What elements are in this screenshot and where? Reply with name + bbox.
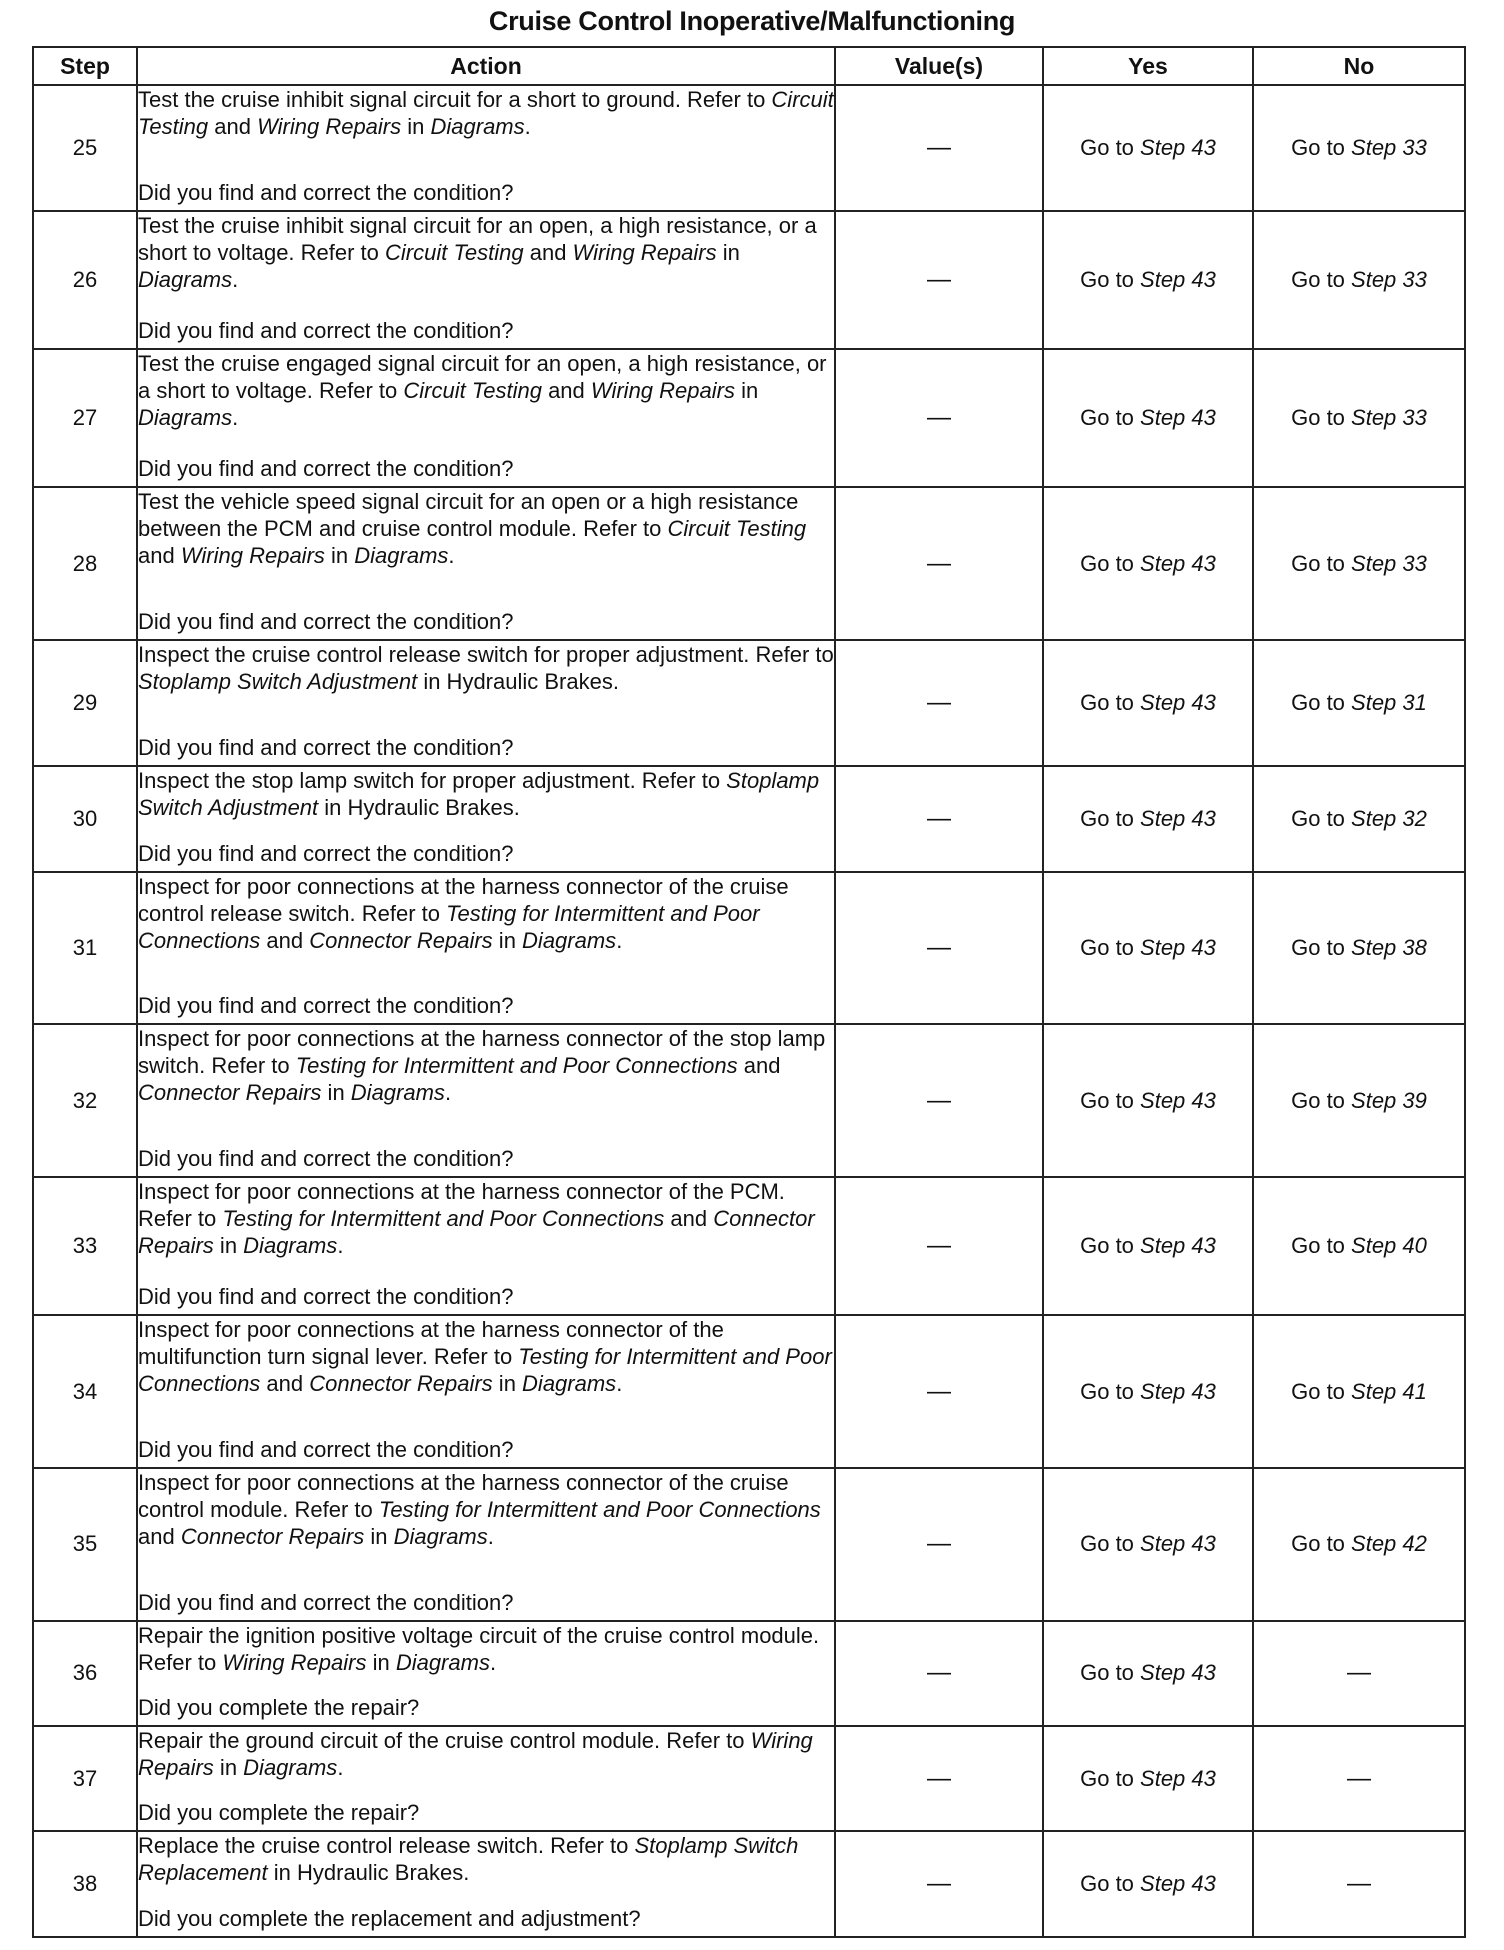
action-content bbox=[138, 641, 834, 765]
goto-text: Go to Step 43 bbox=[1080, 550, 1216, 576]
doc-reference: Circuit Testing bbox=[667, 516, 807, 542]
yes-cell bbox=[1043, 1831, 1253, 1937]
action-text: Inspect the stop lamp switch for proper adjustment. Refer to Stoplamp Switch Adjustment in Hydraulic Brakes. bbox=[138, 768, 820, 821]
goto-text: Go to Step 43 bbox=[1080, 135, 1216, 161]
yes-cell bbox=[1043, 1726, 1253, 1831]
step-number: 27 bbox=[33, 349, 137, 487]
goto-step-link[interactable]: Step 41 bbox=[1351, 1378, 1427, 1404]
goto-text: Go to Step 43 bbox=[1080, 1660, 1216, 1686]
table-row bbox=[33, 640, 1465, 766]
action-cell bbox=[137, 1468, 835, 1621]
table-row bbox=[33, 1315, 1465, 1468]
step-number: 37 bbox=[33, 1726, 137, 1831]
doc-reference: Wiring Repairs bbox=[138, 1728, 813, 1780]
value-cell: — bbox=[835, 487, 1043, 640]
action-question: Did you find and correct the condition? bbox=[138, 609, 514, 635]
goto-step-link[interactable]: Step 42 bbox=[1351, 1531, 1427, 1557]
doc-reference: Testing for Intermittent and Poor Connections bbox=[222, 1205, 665, 1231]
step-number: 34 bbox=[33, 1315, 137, 1468]
goto-step-link[interactable]: Step 33 bbox=[1351, 550, 1427, 576]
doc-reference: Diagrams bbox=[522, 927, 617, 953]
action-content bbox=[138, 1316, 834, 1467]
table-row bbox=[33, 1831, 1465, 1937]
no-cell bbox=[1253, 211, 1465, 349]
no-cell bbox=[1253, 640, 1465, 766]
procedure-table bbox=[32, 46, 1466, 1938]
goto-text: Go to Step 43 bbox=[1080, 1378, 1216, 1404]
goto-step-link[interactable]: Step 43 bbox=[1140, 690, 1216, 716]
doc-reference: Wiring Repairs bbox=[257, 114, 402, 139]
yes-cell bbox=[1043, 766, 1253, 871]
action-content bbox=[138, 1469, 834, 1620]
no-cell bbox=[1253, 349, 1465, 487]
value-cell: — bbox=[835, 872, 1043, 1025]
goto-step-link[interactable]: Step 31 bbox=[1351, 690, 1427, 716]
action-cell bbox=[137, 1177, 835, 1315]
table-row bbox=[33, 1726, 1465, 1831]
goto-text: Go to Step 39 bbox=[1291, 1087, 1427, 1113]
doc-reference: Connector Repairs bbox=[309, 927, 493, 953]
no-cell bbox=[1253, 1468, 1465, 1621]
doc-reference: Diagrams bbox=[522, 1371, 617, 1397]
doc-reference: Testing for Intermittent and Poor Connections bbox=[138, 900, 760, 953]
goto-step-link[interactable]: Step 43 bbox=[1140, 405, 1216, 431]
yes-cell bbox=[1043, 487, 1253, 640]
action-text: Test the cruise inhibit signal circuit for an open, a high resistance, or a short to voltage. Refer to Circuit Testing and Wiring Repairs in Diagrams. bbox=[138, 213, 817, 293]
value-cell: — bbox=[835, 766, 1043, 871]
value-cell: — bbox=[835, 1468, 1043, 1621]
table-row bbox=[33, 1621, 1465, 1726]
doc-reference: Connector Repairs bbox=[180, 1523, 365, 1549]
step-number: 25 bbox=[33, 85, 137, 211]
goto-step-link[interactable]: Step 33 bbox=[1351, 267, 1427, 293]
action-content bbox=[138, 767, 834, 870]
no-cell bbox=[1253, 1024, 1465, 1177]
header-action: Action bbox=[137, 47, 835, 85]
goto-text: Go to Step 38 bbox=[1291, 934, 1427, 960]
goto-text: Go to Step 33 bbox=[1291, 550, 1427, 576]
action-text: Inspect for poor connections at the harness connector of the cruise control release switch. Refer to Testing for Intermittent and Poor Connections and Connector Repairs in Diagrams. bbox=[138, 873, 789, 953]
goto-text: Go to Step 43 bbox=[1080, 1233, 1216, 1259]
goto-text: Go to Step 43 bbox=[1080, 1087, 1216, 1113]
value-cell: — bbox=[835, 1621, 1043, 1726]
doc-reference: Diagrams bbox=[393, 1523, 488, 1549]
goto-step-link[interactable]: Step 43 bbox=[1140, 1531, 1216, 1557]
goto-step-link[interactable]: Step 43 bbox=[1140, 267, 1216, 293]
table-row bbox=[33, 349, 1465, 487]
table-row bbox=[33, 1024, 1465, 1177]
action-cell bbox=[137, 1024, 835, 1177]
step-number: 36 bbox=[33, 1621, 137, 1726]
action-text: Repair the ignition positive voltage circuit of the cruise control module. Refer to Wiring Repairs in Diagrams. bbox=[138, 1622, 820, 1675]
step-number: 28 bbox=[33, 487, 137, 640]
value-cell: — bbox=[835, 640, 1043, 766]
doc-reference: Diagrams bbox=[138, 405, 233, 431]
yes-cell bbox=[1043, 1315, 1253, 1468]
doc-reference: Circuit Testing bbox=[403, 378, 542, 404]
step-number: 30 bbox=[33, 766, 137, 871]
header-yes: Yes bbox=[1043, 47, 1253, 85]
action-content bbox=[138, 873, 834, 1024]
doc-reference: Diagrams bbox=[243, 1755, 338, 1780]
step-number: 38 bbox=[33, 1831, 137, 1937]
action-cell bbox=[137, 1831, 835, 1937]
step-number: 29 bbox=[33, 640, 137, 766]
action-text: Inspect the cruise control release switch for proper adjustment. Refer to Stoplamp Switch Adjustment in Hydraulic Brakes. bbox=[138, 642, 834, 695]
doc-reference: Diagrams bbox=[243, 1232, 338, 1258]
no-cell bbox=[1253, 85, 1465, 211]
doc-reference: Connector Repairs bbox=[309, 1371, 493, 1397]
action-content bbox=[138, 488, 834, 639]
action-content bbox=[138, 212, 834, 348]
goto-step-link[interactable]: Step 43 bbox=[1140, 1660, 1216, 1686]
action-cell bbox=[137, 872, 835, 1025]
action-text: Inspect for poor connections at the harness connector of the stop lamp switch. Refer to Testing for Intermittent and Poor Connections and Connector Repairs in Diagrams. bbox=[138, 1026, 826, 1106]
goto-step-link[interactable]: Step 43 bbox=[1140, 805, 1216, 831]
goto-text: Go to Step 43 bbox=[1080, 1871, 1216, 1897]
value-cell: — bbox=[835, 1831, 1043, 1937]
action-question: Did you complete the replacement and adjustment? bbox=[138, 1906, 641, 1931]
goto-step-link[interactable]: Step 39 bbox=[1351, 1087, 1427, 1113]
value-cell: — bbox=[835, 1177, 1043, 1315]
table-row bbox=[33, 872, 1465, 1025]
goto-step-link[interactable]: Step 43 bbox=[1140, 934, 1216, 960]
action-question: Did you find and correct the condition? bbox=[138, 993, 514, 1019]
goto-text: Go to Step 43 bbox=[1080, 934, 1216, 960]
goto-step-link[interactable]: Step 33 bbox=[1351, 135, 1427, 161]
action-cell bbox=[137, 1621, 835, 1726]
action-cell bbox=[137, 211, 835, 349]
no-cell bbox=[1253, 487, 1465, 640]
goto-text: Go to Step 33 bbox=[1291, 405, 1427, 431]
action-question: Did you find and correct the condition? bbox=[138, 180, 514, 206]
action-text: Test the vehicle speed signal circuit for an open or a high resistance between the PCM and cruise control module. Refer to Circuit Testing and Wiring Repairs in Diagrams. bbox=[138, 489, 807, 569]
goto-text: Go to Step 33 bbox=[1291, 135, 1427, 161]
yes-cell bbox=[1043, 872, 1253, 1025]
doc-reference: Circuit Testing bbox=[138, 87, 834, 139]
action-content bbox=[138, 1832, 834, 1936]
goto-step-link[interactable]: Step 43 bbox=[1140, 1765, 1216, 1791]
action-content bbox=[138, 1727, 834, 1830]
action-question: Did you find and correct the condition? bbox=[138, 1589, 514, 1615]
action-question: Did you find and correct the condition? bbox=[138, 456, 514, 482]
doc-reference: Wiring Repairs bbox=[222, 1649, 367, 1675]
goto-step-link[interactable]: Step 38 bbox=[1351, 934, 1427, 960]
goto-step-link[interactable]: Step 33 bbox=[1351, 405, 1427, 431]
goto-step-link[interactable]: Step 43 bbox=[1140, 1871, 1216, 1897]
goto-step-link[interactable]: Step 43 bbox=[1140, 550, 1216, 576]
action-question: Did you complete the repair? bbox=[138, 1695, 420, 1720]
goto-step-link[interactable]: Step 43 bbox=[1140, 1087, 1216, 1113]
goto-text: Go to Step 33 bbox=[1291, 267, 1427, 293]
table-row bbox=[33, 85, 1465, 211]
action-content bbox=[138, 1025, 834, 1176]
step-number: 32 bbox=[33, 1024, 137, 1177]
step-number: 35 bbox=[33, 1468, 137, 1621]
page-title: Cruise Control Inoperative/Malfunctioning bbox=[488, 6, 1016, 36]
action-cell bbox=[137, 1315, 835, 1468]
action-content bbox=[138, 1622, 834, 1725]
action-text: Test the cruise inhibit signal circuit for a short to ground. Refer to Circuit Testing and Wiring Repairs in Diagrams. bbox=[138, 87, 834, 139]
goto-text: Go to Step 40 bbox=[1291, 1233, 1427, 1259]
table-row bbox=[33, 487, 1465, 640]
value-cell: — bbox=[835, 1024, 1043, 1177]
goto-text: Go to Step 43 bbox=[1080, 405, 1216, 431]
no-cell bbox=[1253, 872, 1465, 1025]
goto-step-link[interactable]: Step 40 bbox=[1351, 1233, 1427, 1259]
action-text: Inspect for poor connections at the harness connector of the multifunction turn signal lever. Refer to Testing for Intermittent and Poor Connections and Connector Repairs in Diagrams. bbox=[138, 1317, 832, 1397]
action-text: Inspect for poor connections at the harness connector of the PCM. Refer to Testing for Intermittent and Poor Connections and Connector Repairs in Diagrams. bbox=[138, 1178, 815, 1258]
doc-reference: Testing for Intermittent and Poor Connections bbox=[378, 1496, 821, 1522]
doc-reference: Stoplamp Switch Adjustment bbox=[138, 768, 820, 821]
action-text: Repair the ground circuit of the cruise control module. Refer to Wiring Repairs in Diagrams. bbox=[138, 1728, 813, 1780]
table-row bbox=[33, 1177, 1465, 1315]
doc-reference: Stoplamp Switch Adjustment bbox=[138, 669, 418, 695]
header-values: Value(s) bbox=[835, 47, 1043, 85]
table-row bbox=[33, 1468, 1465, 1621]
yes-cell bbox=[1043, 640, 1253, 766]
goto-text: Go to Step 43 bbox=[1080, 1765, 1216, 1791]
no-cell bbox=[1253, 1177, 1465, 1315]
doc-reference: Diagrams bbox=[430, 114, 525, 139]
goto-text: Go to Step 43 bbox=[1080, 805, 1216, 831]
action-question: Did you find and correct the condition? bbox=[138, 1436, 514, 1462]
goto-text: Go to Step 43 bbox=[1080, 690, 1216, 716]
header-no: No bbox=[1253, 47, 1465, 85]
doc-reference: Wiring Repairs bbox=[180, 543, 325, 569]
yes-cell bbox=[1043, 1024, 1253, 1177]
table-row bbox=[33, 766, 1465, 871]
doc-reference: Diagrams bbox=[350, 1080, 445, 1106]
goto-text: Go to Step 43 bbox=[1080, 267, 1216, 293]
yes-cell bbox=[1043, 1468, 1253, 1621]
yes-cell bbox=[1043, 1177, 1253, 1315]
doc-reference: Wiring Repairs bbox=[590, 378, 735, 404]
action-question: Did you find and correct the condition? bbox=[138, 318, 514, 344]
value-cell: — bbox=[835, 1315, 1043, 1468]
no-cell bbox=[1253, 1315, 1465, 1468]
doc-reference: Wiring Repairs bbox=[572, 240, 717, 266]
yes-cell bbox=[1043, 349, 1253, 487]
goto-step-link[interactable]: Step 43 bbox=[1140, 1233, 1216, 1259]
action-cell bbox=[137, 349, 835, 487]
table-header-row bbox=[33, 47, 1465, 85]
goto-step-link[interactable]: Step 43 bbox=[1140, 1378, 1216, 1404]
action-cell bbox=[137, 85, 835, 211]
action-content bbox=[138, 350, 834, 486]
table-row bbox=[33, 211, 1465, 349]
no-cell: — bbox=[1253, 1726, 1465, 1831]
no-cell bbox=[1253, 766, 1465, 871]
yes-cell bbox=[1043, 211, 1253, 349]
doc-reference: Testing for Intermittent and Poor Connections bbox=[138, 1344, 832, 1397]
doc-reference: Diagrams bbox=[138, 267, 233, 293]
step-number: 31 bbox=[33, 872, 137, 1025]
action-cell bbox=[137, 487, 835, 640]
action-content bbox=[138, 86, 834, 210]
action-content bbox=[138, 1178, 834, 1314]
doc-reference: Connector Repairs bbox=[138, 1080, 322, 1106]
step-number: 26 bbox=[33, 211, 137, 349]
action-text: Replace the cruise control release switch. Refer to Stoplamp Switch Replacement in Hydraulic Brakes. bbox=[138, 1833, 799, 1886]
value-cell: — bbox=[835, 1726, 1043, 1831]
action-question: Did you find and correct the condition? bbox=[138, 1284, 514, 1310]
action-question: Did you find and correct the condition? bbox=[138, 735, 514, 761]
no-cell: — bbox=[1253, 1831, 1465, 1937]
action-cell bbox=[137, 640, 835, 766]
goto-text: Go to Step 42 bbox=[1291, 1531, 1427, 1557]
doc-reference: Diagrams bbox=[354, 543, 449, 569]
step-number: 33 bbox=[33, 1177, 137, 1315]
no-cell: — bbox=[1253, 1621, 1465, 1726]
value-cell: — bbox=[835, 349, 1043, 487]
doc-reference: Connector Repairs bbox=[138, 1205, 815, 1258]
goto-text: Go to Step 41 bbox=[1291, 1378, 1427, 1404]
yes-cell bbox=[1043, 1621, 1253, 1726]
goto-step-link[interactable]: Step 43 bbox=[1140, 135, 1216, 161]
doc-reference: Stoplamp Switch Replacement bbox=[138, 1833, 799, 1886]
action-question: Did you find and correct the condition? bbox=[138, 1145, 514, 1171]
action-text: Inspect for poor connections at the harness connector of the cruise control module. Refer to Testing for Intermittent and Poor Connections and Connector Repairs in Diagrams. bbox=[138, 1469, 821, 1549]
action-cell bbox=[137, 766, 835, 871]
action-question: Did you complete the repair? bbox=[138, 1800, 420, 1826]
goto-text: Go to Step 32 bbox=[1291, 805, 1427, 831]
goto-step-link[interactable]: Step 32 bbox=[1351, 805, 1427, 831]
action-cell bbox=[137, 1726, 835, 1831]
header-step: Step bbox=[33, 47, 137, 85]
value-cell: — bbox=[835, 211, 1043, 349]
yes-cell bbox=[1043, 85, 1253, 211]
doc-reference: Diagrams bbox=[395, 1649, 490, 1675]
action-text: Test the cruise engaged signal circuit for an open, a high resistance, or a short to voltage. Refer to Circuit Testing and Wiring Repairs in Diagrams. bbox=[138, 351, 827, 431]
doc-reference: Circuit Testing bbox=[385, 240, 524, 266]
action-question: Did you find and correct the condition? bbox=[138, 840, 514, 866]
goto-text: Go to Step 43 bbox=[1080, 1531, 1216, 1557]
doc-reference: Testing for Intermittent and Poor Connections bbox=[295, 1053, 738, 1079]
goto-text: Go to Step 31 bbox=[1291, 690, 1427, 716]
value-cell: — bbox=[835, 85, 1043, 211]
